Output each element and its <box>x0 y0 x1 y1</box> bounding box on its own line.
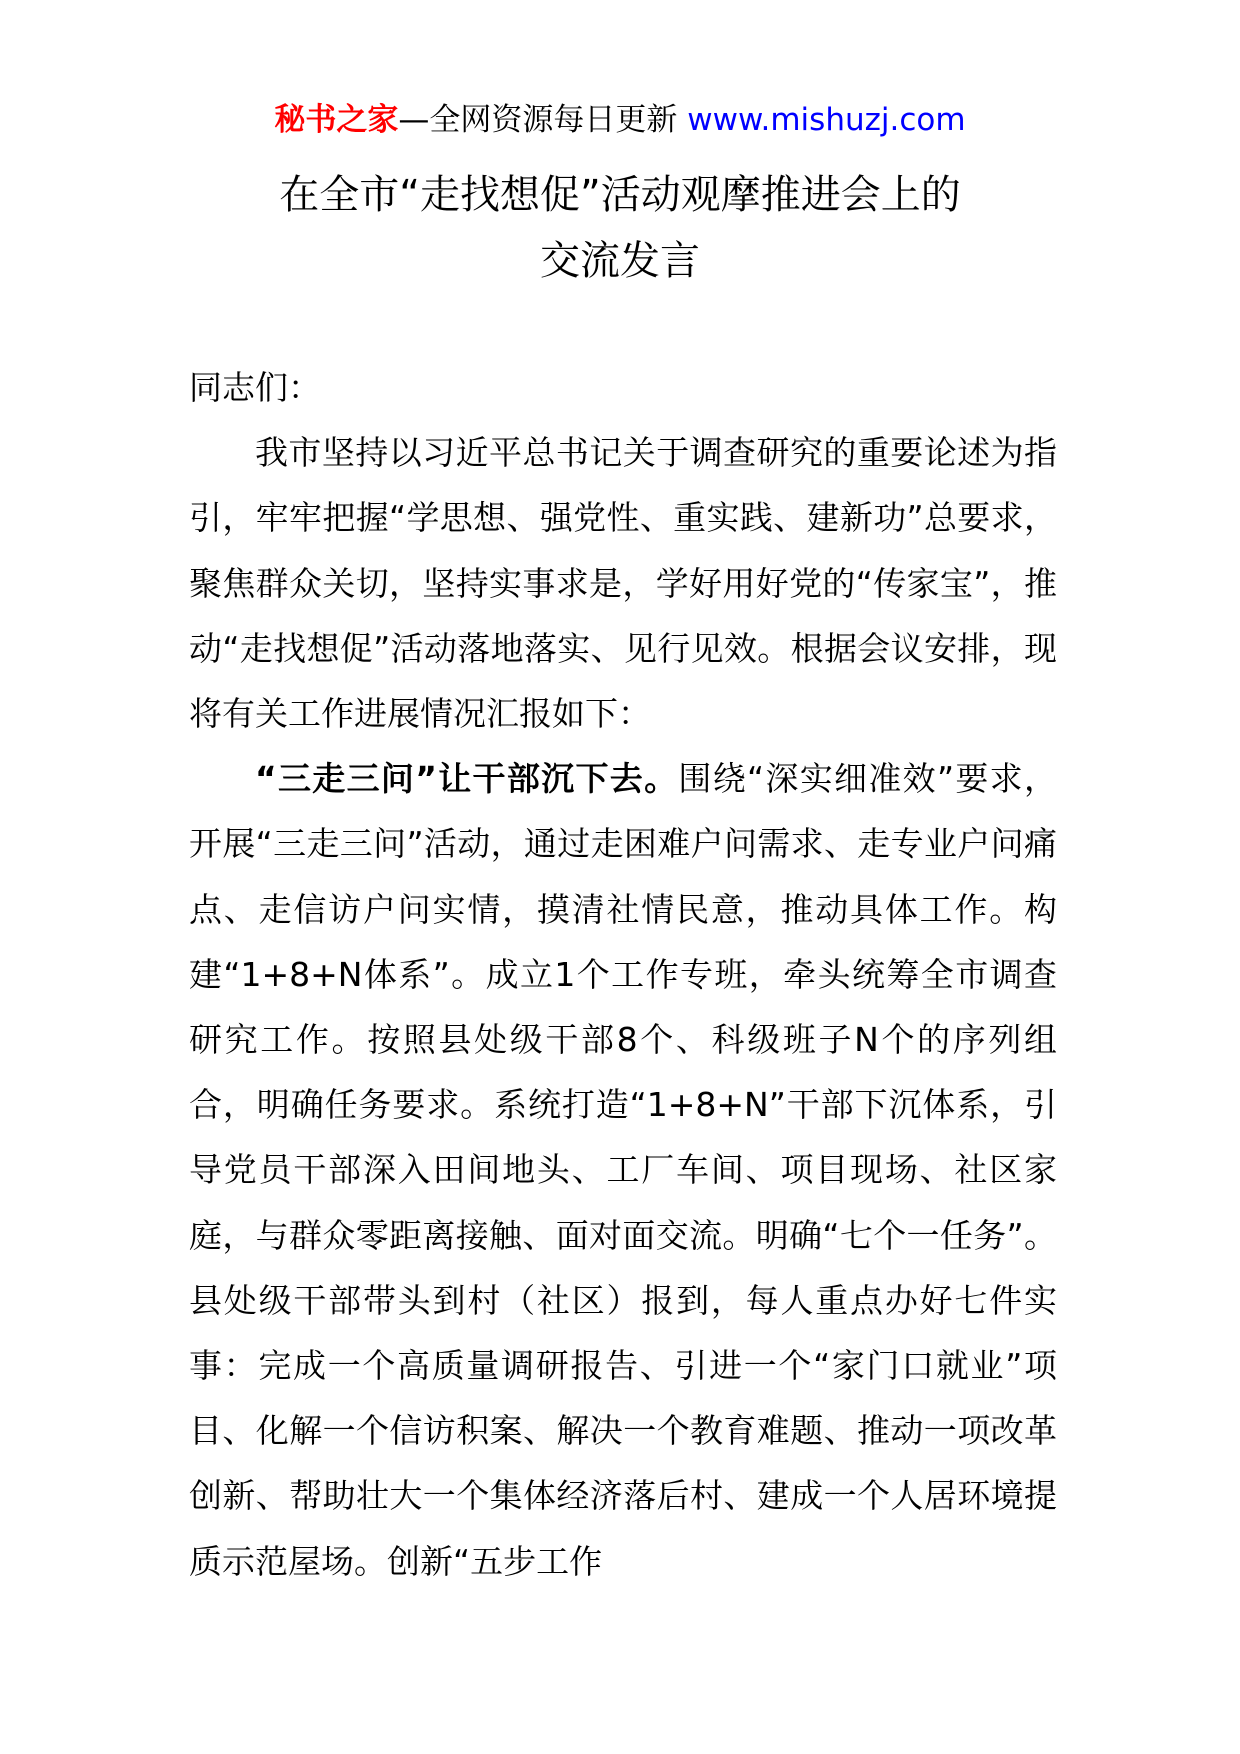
title-line-2: 交流发言 <box>540 238 700 284</box>
site-header <box>0 100 1240 140</box>
document-title <box>0 162 1240 294</box>
salutation: 同志们： <box>189 368 321 407</box>
brand-name: 秘书之家 <box>274 102 399 138</box>
title-line-1: 在全市“走找想促”活动观摩推进会上的 <box>279 172 961 218</box>
site-url-link[interactable]: www.mishuzj.com <box>687 102 966 138</box>
paragraph-intro: 我市坚持以习近平总书记关于调查研究的重要论述为指引，牢牢把握“学思想、强党性、重实践、建新功”总要求，聚焦群众关切，坚持实事求是，学好用好党的“传家宝”，推动“走找想促”活动落地落实、见行见效。根据会议安排，现将有关工作进展情况汇报如下： <box>189 433 1057 734</box>
document-body <box>189 355 1057 1594</box>
section-text: 围绕“深实细准效”要求，开展“三走三问”活动，通过走困难户问需求、走专业户问痛点、走信访户问实情，摸清社情民意，推动具体工作。构建“1+8+N体系”。成立1个工作专班，牵头统筹全市调查研究工作。按照县处级干部8个、科级班子N个的序列组合，明确任务要求。系统打造“1+8+N”干部下沉体系，引导党员干部深入田间地头、工厂车间、项目现场、社区家庭，与群众零距离接触、面对面交流。明确“七个一任务”。县处级干部带头到村（社区）报到，每人重点办好七件实事：完成一个高质量调研报告、引进一个“家门口就业”项目、化解一个信访积案、解决一个教育难题、推动一项改革创新、帮助壮大一个集体经济落后村、建成一个人居环境提质示范屋场。创新“五步工作 <box>189 759 1057 1581</box>
header-tagline: —全网资源每日更新 <box>398 102 678 138</box>
section-heading: “三走三问”让干部沉下去。 <box>255 759 679 799</box>
paragraph-section-1 <box>189 746 1057 1594</box>
